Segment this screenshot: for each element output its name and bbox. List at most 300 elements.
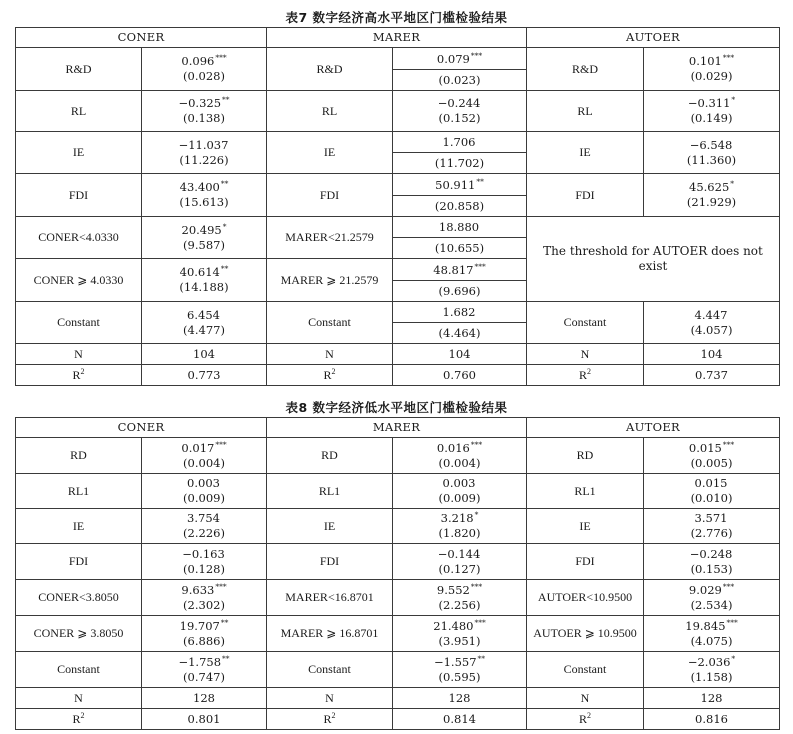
significance-stars: *** — [215, 439, 227, 449]
table-row — [16, 509, 780, 544]
standard-error: (15.613) — [179, 195, 229, 209]
coefficient — [142, 655, 266, 670]
standard-error: (4.477) — [183, 322, 225, 337]
r2-superscript: 2 — [587, 710, 592, 720]
coner-label-text: CONER<4.0330 — [38, 230, 119, 244]
marer-label — [267, 132, 393, 174]
standard-error: (10.655) — [434, 241, 485, 255]
significance-stars: ** — [222, 95, 230, 105]
autoer-label — [527, 616, 644, 652]
coefficient — [393, 49, 526, 70]
significance-stars: *** — [726, 617, 738, 627]
significance-stars: *** — [722, 581, 735, 591]
coner-label-text: CONER ⩾ 4.0330 — [33, 272, 124, 287]
marer-label — [267, 438, 393, 474]
standard-error: (0.138) — [183, 111, 225, 125]
autoer-label-text: RD — [576, 448, 594, 462]
standard-error: (11.702) — [434, 156, 485, 170]
coefficient — [644, 441, 779, 456]
coefficient — [393, 132, 526, 153]
standard-error: (0.004) — [438, 455, 481, 470]
marer-label-text: MARER ⩾ 21.2579 — [280, 272, 379, 287]
standard-error: (6.886) — [183, 633, 225, 648]
coefficient — [393, 655, 526, 670]
coefficient-value: 3.218 — [440, 511, 474, 525]
r2-label — [527, 709, 644, 730]
autoer-label-text: IE — [579, 145, 591, 159]
coner-label-text: Constant — [57, 315, 100, 329]
r2-value: 0.737 — [644, 365, 780, 386]
n-label: N — [16, 344, 142, 365]
marer-label-text: IE — [323, 145, 336, 159]
coefficient-value: −0.248 — [689, 546, 733, 561]
r2-label — [527, 365, 644, 386]
coefficient — [142, 265, 266, 280]
coner-label-text: RL — [70, 103, 87, 118]
marer-value — [393, 302, 527, 344]
coefficient — [393, 96, 526, 111]
n-value: 104 — [644, 344, 780, 365]
coefficient — [644, 54, 779, 69]
coner-value — [142, 48, 267, 91]
significance-stars: ** — [220, 264, 229, 274]
significance-stars: * — [222, 221, 227, 231]
coefficient — [393, 619, 526, 634]
column-header-autoer: AUTOER — [527, 418, 780, 438]
r2-label — [267, 365, 393, 386]
significance-stars: * — [731, 653, 736, 663]
standard-error: (0.028) — [183, 69, 225, 83]
table-row — [16, 132, 780, 174]
standard-error: (2.256) — [438, 597, 481, 612]
marer-label-text: RD — [321, 448, 338, 462]
coefficient — [393, 511, 526, 526]
table7 — [15, 27, 780, 386]
marer-value — [393, 259, 527, 302]
marer-label — [267, 544, 393, 580]
standard-error: (0.152) — [438, 111, 481, 125]
coner-label-text: RL1 — [67, 483, 90, 498]
autoer-label — [527, 474, 644, 509]
coner-label-text: IE — [72, 518, 85, 533]
coefficient-value: 19.707 — [179, 618, 220, 633]
autoer-label-text: AUTOER<10.9500 — [537, 590, 633, 604]
r2-value: 0.801 — [142, 709, 267, 730]
coefficient-value: 1.706 — [442, 135, 476, 149]
coner-label — [16, 91, 142, 132]
significance-stars: *** — [215, 53, 227, 63]
significance-stars: *** — [722, 53, 735, 63]
coner-label — [16, 438, 142, 474]
marer-label — [267, 174, 393, 217]
marer-value — [393, 91, 527, 132]
autoer-label — [527, 438, 644, 474]
coefficient — [142, 96, 266, 111]
standard-error: (0.009) — [438, 491, 481, 505]
coefficient — [142, 54, 266, 69]
coefficient-value: −0.144 — [437, 546, 481, 561]
coner-value — [142, 544, 267, 580]
coefficient — [393, 302, 526, 323]
coner-value — [142, 580, 267, 616]
coner-value — [142, 474, 267, 509]
coefficient-value: 0.079 — [436, 51, 470, 66]
standard-error: (2.534) — [690, 597, 733, 612]
r2-letter: R — [579, 367, 588, 382]
marer-value — [393, 132, 527, 174]
autoer-label-text: R&D — [572, 61, 599, 76]
n-row — [16, 344, 780, 365]
coefficient — [644, 547, 779, 562]
autoer-value — [644, 91, 780, 132]
standard-error: (2.776) — [690, 526, 733, 540]
autoer-value — [644, 302, 780, 344]
r2-value: 0.814 — [393, 709, 527, 730]
coner-label — [16, 652, 142, 688]
coner-label-text: RD — [70, 448, 87, 462]
coefficient-value: −11.037 — [178, 137, 229, 152]
column-header-marer: MARER — [267, 418, 527, 438]
autoer-label — [527, 302, 644, 344]
marer-label-text: FDI — [319, 187, 340, 202]
n-label: N — [527, 344, 644, 365]
coefficient — [393, 175, 526, 196]
n-label: N — [267, 688, 393, 709]
standard-error: (0.128) — [183, 561, 225, 576]
marer-label — [267, 509, 393, 544]
r2-superscript: 2 — [587, 366, 592, 376]
coefficient — [142, 180, 266, 195]
autoer-label-text: AUTOER ⩾ 10.9500 — [533, 626, 637, 640]
autoer-value — [644, 509, 780, 544]
r2-letter: R — [72, 367, 81, 382]
significance-stars: * — [731, 95, 736, 105]
marer-value — [393, 616, 527, 652]
column-header-coner: CONER — [16, 418, 267, 438]
coner-value — [142, 132, 267, 174]
coner-value — [142, 438, 267, 474]
coefficient-value: 3.571 — [694, 511, 728, 525]
table-row — [16, 302, 780, 344]
coefficient — [142, 619, 266, 634]
coefficient — [142, 308, 266, 323]
coefficient-value: −0.311 — [687, 96, 731, 110]
coefficient — [644, 308, 779, 323]
standard-error: (4.075) — [690, 633, 733, 648]
autoer-value — [644, 544, 780, 580]
autoer-label — [527, 132, 644, 174]
no-threshold-note: The threshold for AUTOER does not exist — [527, 217, 780, 302]
n-label: N — [267, 344, 393, 365]
n-value: 128 — [393, 688, 527, 709]
coefficient-value: 19.845 — [685, 618, 726, 633]
autoer-label — [527, 48, 644, 91]
coefficient-value: 9.552 — [436, 582, 470, 597]
n-value: 128 — [142, 688, 267, 709]
standard-error: (0.023) — [438, 72, 481, 87]
coefficient-value: −0.163 — [182, 546, 225, 561]
significance-stars: ** — [477, 653, 486, 663]
coefficient-value: −0.325 — [178, 96, 222, 110]
standard-error: (3.951) — [438, 633, 481, 648]
significance-stars: *** — [470, 581, 483, 591]
marer-label — [267, 474, 393, 509]
coefficient — [142, 547, 266, 562]
table-row — [16, 174, 780, 217]
marer-value — [393, 174, 527, 217]
coefficient-value: 20.495 — [181, 222, 222, 237]
marer-value — [393, 580, 527, 616]
significance-stars: ** — [220, 617, 229, 627]
coner-label — [16, 132, 142, 174]
coner-label — [16, 48, 142, 91]
column-header-marer: MARER — [267, 28, 527, 48]
coefficient — [644, 180, 779, 195]
standard-error: (0.009) — [183, 491, 225, 505]
coefficient-value: −1.758 — [178, 654, 222, 669]
coefficient — [644, 619, 779, 634]
r2-letter: R — [579, 711, 588, 726]
coefficient-value: −0.244 — [437, 96, 481, 110]
coner-label — [16, 217, 142, 259]
coefficient — [142, 511, 266, 526]
table8-title: 表8 数字经济低水平地区门槛检验结果 — [285, 400, 508, 415]
coner-label — [16, 580, 142, 616]
standard-error: (2.302) — [183, 597, 225, 612]
coner-label-text: CONER<3.8050 — [38, 590, 119, 604]
marer-value — [393, 652, 527, 688]
r2-letter: R — [323, 367, 332, 382]
table-row — [16, 580, 780, 616]
significance-stars: * — [474, 510, 479, 520]
marer-label — [267, 580, 393, 616]
coefficient — [644, 511, 779, 526]
significance-stars: ** — [220, 179, 229, 189]
significance-stars: ** — [476, 176, 484, 186]
r2-value: 0.773 — [142, 365, 267, 386]
coefficient-value: −6.548 — [689, 137, 733, 152]
significance-stars: *** — [474, 617, 486, 627]
standard-error: (0.149) — [690, 111, 733, 125]
n-value: 104 — [393, 344, 527, 365]
coefficient — [644, 583, 779, 598]
standard-error: (11.226) — [179, 152, 229, 167]
table-row — [16, 91, 780, 132]
marer-label-text: RL — [321, 103, 338, 118]
marer-label — [267, 217, 393, 259]
marer-label-text: IE — [323, 518, 336, 533]
r2-label — [16, 365, 142, 386]
autoer-value — [644, 616, 780, 652]
autoer-value — [644, 48, 780, 91]
coefficient-value: 0.003 — [442, 476, 476, 490]
standard-error: (4.464) — [438, 326, 481, 340]
coner-label — [16, 174, 142, 217]
coefficient-value: 4.447 — [694, 307, 728, 322]
marer-label — [267, 652, 393, 688]
marer-label — [267, 302, 393, 344]
table-row — [16, 544, 780, 580]
marer-value — [393, 544, 527, 580]
autoer-label — [527, 174, 644, 217]
autoer-label — [527, 509, 644, 544]
standard-error: (9.696) — [438, 283, 481, 298]
r2-row — [16, 709, 780, 730]
marer-label-text: Constant — [308, 662, 351, 676]
table-row — [16, 438, 780, 474]
standard-error: (0.029) — [690, 69, 733, 83]
coefficient-value: 45.625 — [689, 180, 730, 194]
r2-superscript: 2 — [331, 710, 336, 720]
marer-value — [393, 509, 527, 544]
autoer-label-text: FDI — [575, 554, 595, 568]
r2-label — [16, 709, 142, 730]
coefficient-value: −1.557 — [433, 654, 477, 669]
coefficient-value: 0.096 — [181, 54, 215, 68]
marer-label-text: MARER ⩾ 16.8701 — [280, 626, 379, 640]
coner-label — [16, 544, 142, 580]
coefficient — [644, 476, 779, 491]
r2-label — [267, 709, 393, 730]
autoer-value — [644, 474, 780, 509]
standard-error: (2.226) — [183, 526, 225, 540]
standard-error: (0.005) — [690, 455, 733, 470]
significance-stars: *** — [470, 50, 483, 60]
table-row — [16, 48, 780, 91]
r2-superscript: 2 — [80, 366, 85, 376]
standard-error: (0.010) — [690, 491, 733, 505]
coefficient-value: 1.682 — [442, 305, 476, 319]
standard-error: (4.057) — [690, 322, 733, 337]
coefficient-value: 3.754 — [187, 511, 220, 525]
coefficient-value: 40.614 — [179, 265, 220, 279]
coefficient-value: −2.036 — [687, 654, 731, 669]
coner-value — [142, 91, 267, 132]
autoer-label-text: RL — [577, 103, 593, 118]
table7-title: 表7 数字经济高水平地区门槛检验结果 — [285, 10, 508, 25]
standard-error: (9.587) — [183, 237, 225, 252]
coner-label-text: R&D — [65, 61, 92, 76]
r2-letter: R — [323, 711, 332, 726]
coefficient-value: 48.817 — [433, 262, 474, 277]
coefficient — [142, 476, 266, 491]
coefficient — [142, 223, 266, 238]
marer-label-text: FDI — [319, 554, 340, 568]
standard-error: (0.595) — [438, 669, 481, 684]
table-row — [16, 474, 780, 509]
coner-value — [142, 259, 267, 302]
marer-label — [267, 259, 393, 302]
coefficient — [142, 138, 266, 153]
autoer-value — [644, 174, 780, 217]
coner-label — [16, 259, 142, 302]
n-row — [16, 688, 780, 709]
table8 — [15, 417, 780, 730]
table-row — [16, 616, 780, 652]
coefficient-value: 9.029 — [688, 582, 722, 597]
column-header-autoer: AUTOER — [527, 28, 780, 48]
table-row — [16, 217, 780, 259]
n-label: N — [16, 688, 142, 709]
r2-superscript: 2 — [331, 366, 336, 376]
coefficient — [393, 583, 526, 598]
marer-label-text: MARER<16.8701 — [285, 590, 374, 604]
coner-label — [16, 616, 142, 652]
significance-stars: ** — [222, 653, 230, 663]
n-value: 128 — [644, 688, 780, 709]
autoer-label-text: RL1 — [574, 483, 596, 498]
standard-error: (1.820) — [438, 526, 481, 540]
table-row — [16, 652, 780, 688]
coefficient — [393, 441, 526, 456]
column-header-coner: CONER — [16, 28, 267, 48]
marer-value — [393, 48, 527, 91]
autoer-label — [527, 652, 644, 688]
significance-stars: *** — [474, 261, 486, 271]
coner-label — [16, 474, 142, 509]
r2-value: 0.760 — [393, 365, 527, 386]
autoer-label-text: Constant — [563, 315, 607, 329]
coner-value — [142, 509, 267, 544]
n-value: 104 — [142, 344, 267, 365]
coner-label-text: Constant — [57, 662, 100, 676]
r2-row — [16, 365, 780, 386]
marer-label — [267, 48, 393, 91]
coefficient — [644, 655, 779, 670]
coner-label-text: CONER ⩾ 3.8050 — [33, 626, 124, 640]
coner-value — [142, 302, 267, 344]
autoer-value — [644, 132, 780, 174]
coner-label — [16, 302, 142, 344]
marer-value — [393, 438, 527, 474]
coner-label — [16, 509, 142, 544]
marer-label-text: Constant — [308, 315, 351, 329]
autoer-value — [644, 438, 780, 474]
autoer-label — [527, 91, 644, 132]
coner-value — [142, 616, 267, 652]
coefficient — [644, 138, 779, 153]
coefficient — [393, 547, 526, 562]
coefficient-value: 0.015 — [688, 440, 722, 455]
marer-value — [393, 474, 527, 509]
r2-value: 0.816 — [644, 709, 780, 730]
coefficient-value: 6.454 — [187, 307, 220, 322]
standard-error: (20.858) — [434, 198, 485, 213]
autoer-value — [644, 652, 780, 688]
significance-stars: * — [730, 179, 735, 189]
r2-letter: R — [72, 711, 81, 726]
coner-label-text: FDI — [68, 554, 89, 568]
autoer-label-text: IE — [579, 518, 591, 533]
standard-error: (0.153) — [690, 561, 733, 576]
autoer-value — [644, 580, 780, 616]
marer-value — [393, 217, 527, 259]
autoer-label — [527, 580, 644, 616]
coner-value — [142, 174, 267, 217]
coefficient — [142, 583, 266, 598]
standard-error: (11.360) — [686, 152, 737, 167]
coefficient-value: 0.016 — [436, 440, 470, 455]
coefficient-value: 0.003 — [187, 476, 220, 490]
marer-label — [267, 91, 393, 132]
coefficient-value: 9.633 — [181, 582, 215, 597]
standard-error: (21.929) — [686, 195, 737, 209]
coefficient-value: 0.101 — [688, 54, 722, 68]
marer-label-text: R&D — [316, 61, 343, 76]
coner-value — [142, 652, 267, 688]
n-label: N — [527, 688, 644, 709]
marer-label-text: RL1 — [318, 483, 341, 498]
